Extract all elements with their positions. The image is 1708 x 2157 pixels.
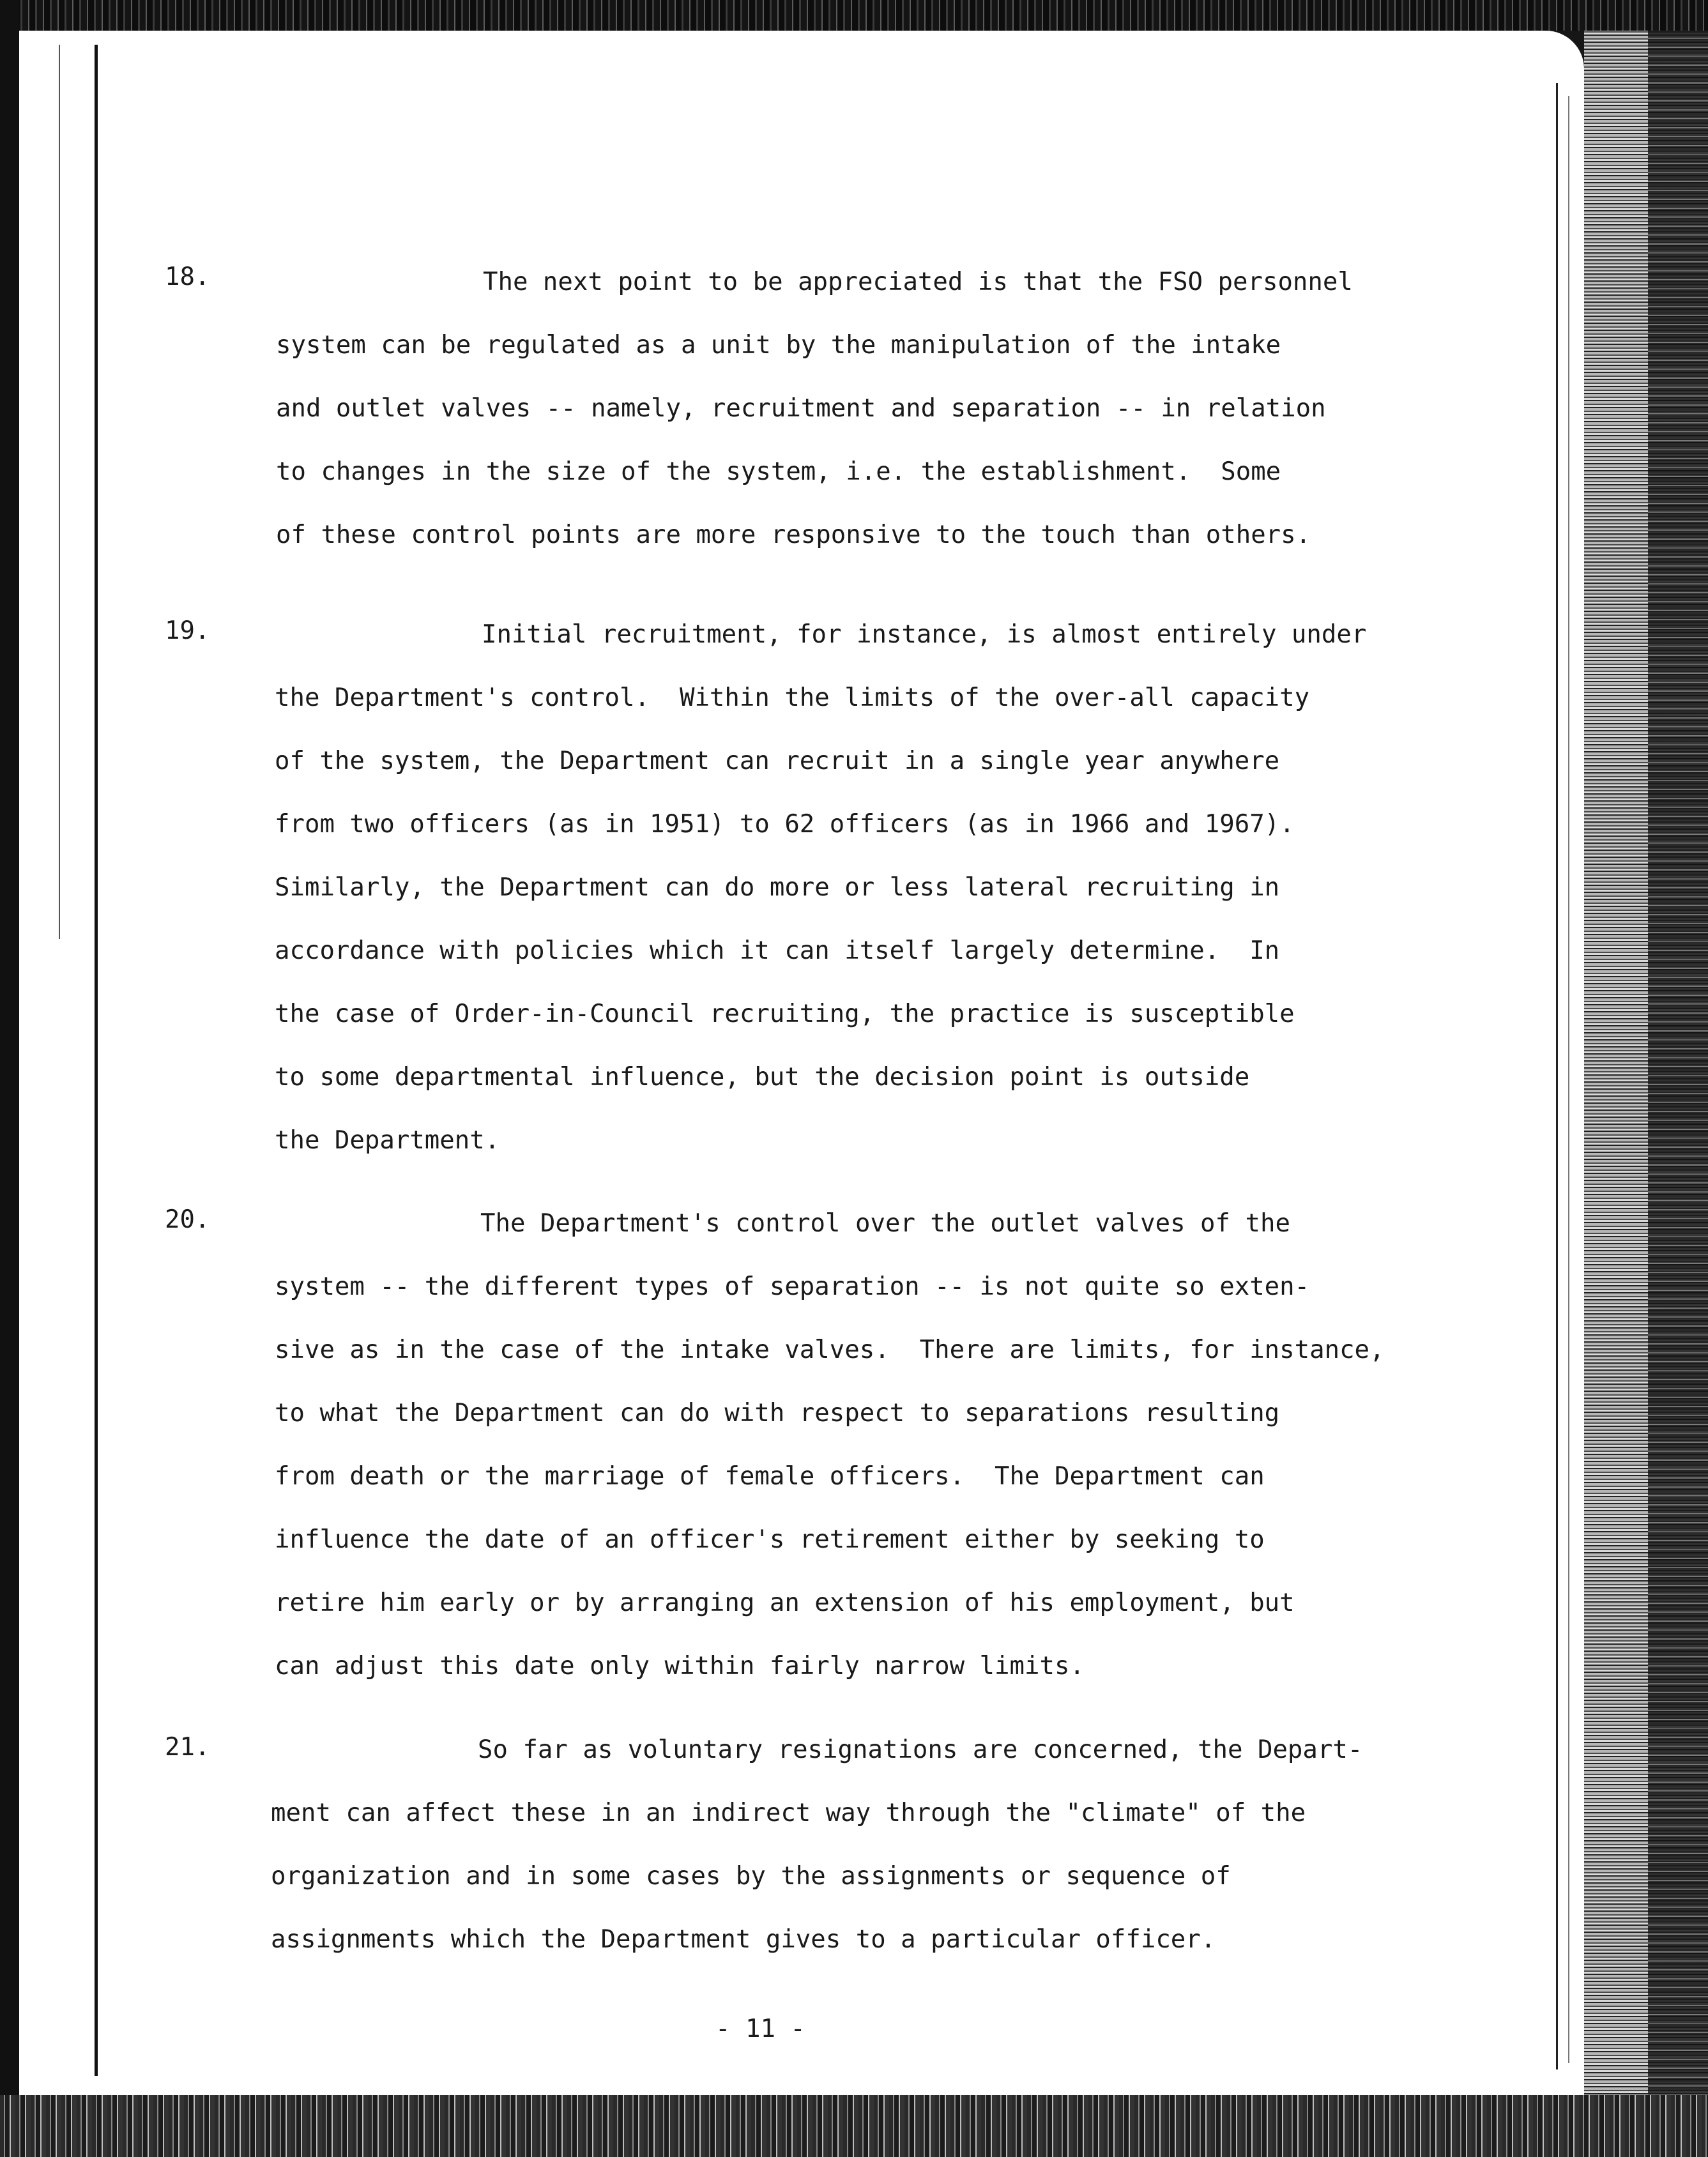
scan-top-border <box>0 0 1708 31</box>
scan-left-edge <box>0 0 19 2157</box>
paragraph-line: system -- the different types of separation -- is not quite so exten- <box>275 1272 1310 1301</box>
paragraph-line: influence the date of an officer's retirement either by seeking to <box>275 1525 1265 1554</box>
paragraph-line: accordance with policies which it can itself largely determine. In <box>275 936 1280 965</box>
left-margin-thin-rule <box>59 45 60 939</box>
paragraph-line: the Department. <box>275 1126 500 1155</box>
paragraph-line: organization and in some cases by the assignments or sequence of <box>271 1862 1231 1891</box>
paragraph-line: sive as in the case of the intake valves. There are limits, for instance, <box>275 1336 1385 1364</box>
paragraph-number: 20. <box>165 1205 210 1234</box>
paragraph-line: the Department's control. Within the limits of the over-all capacity <box>275 683 1310 712</box>
right-margin-rule <box>1556 83 1558 2069</box>
paragraph-line: from two officers (as in 1951) to 62 officers (as in 1966 and 1967). <box>275 810 1295 839</box>
paragraph-line: The next point to be appreciated is that the FSO personnel <box>483 268 1353 296</box>
paragraph-line: of these control points are more responsive to the touch than others. <box>276 521 1311 549</box>
page-number: - 11 - <box>715 2015 805 2043</box>
paragraph-line: from death or the marriage of female officers. The Department can <box>275 1462 1265 1491</box>
scan-bottom-border <box>0 2095 1708 2157</box>
paragraph-line: assignments which the Department gives to a particular officer. <box>271 1925 1216 1954</box>
paragraph-number: 18. <box>165 263 210 291</box>
paragraph-line: and outlet valves -- namely, recruitment and separation -- in relation <box>276 394 1326 423</box>
paragraph-line: Similarly, the Department can do more or less lateral recruiting in <box>275 873 1280 902</box>
scan-right-shadow <box>1648 31 1708 2100</box>
paragraph-line: can adjust this date only within fairly narrow limits. <box>275 1652 1085 1681</box>
paragraph-line: ment can affect these in an indirect way through the "climate" of the <box>271 1799 1306 1827</box>
paragraph-line: of the system, the Department can recruit in a single year anywhere <box>275 747 1280 775</box>
paragraph-line: Initial recruitment, for instance, is almost entirely under <box>482 620 1367 649</box>
right-margin-thin-rule <box>1568 96 1569 2063</box>
left-margin-rule <box>95 45 98 2076</box>
paragraph-number: 21. <box>165 1733 210 1762</box>
paragraph-line: the case of Order-in-Council recruiting, the practice is susceptible <box>275 1000 1295 1028</box>
paragraph-line: retire him early or by arranging an extension of his employment, but <box>275 1589 1295 1617</box>
paragraph-line: system can be regulated as a unit by the manipulation of the intake <box>276 331 1281 360</box>
paragraph-line: to some departmental influence, but the decision point is outside <box>275 1063 1250 1092</box>
paragraph-line: to what the Department can do with respect to separations resulting <box>275 1399 1280 1428</box>
paragraph-number: 19. <box>165 616 210 645</box>
paragraph-line: to changes in the size of the system, i.e. the establishment. Some <box>276 457 1281 486</box>
paragraph-line: The Department's control over the outlet valves of the <box>480 1209 1290 1238</box>
paragraph-line: So far as voluntary resignations are concerned, the Depart- <box>478 1735 1363 1764</box>
